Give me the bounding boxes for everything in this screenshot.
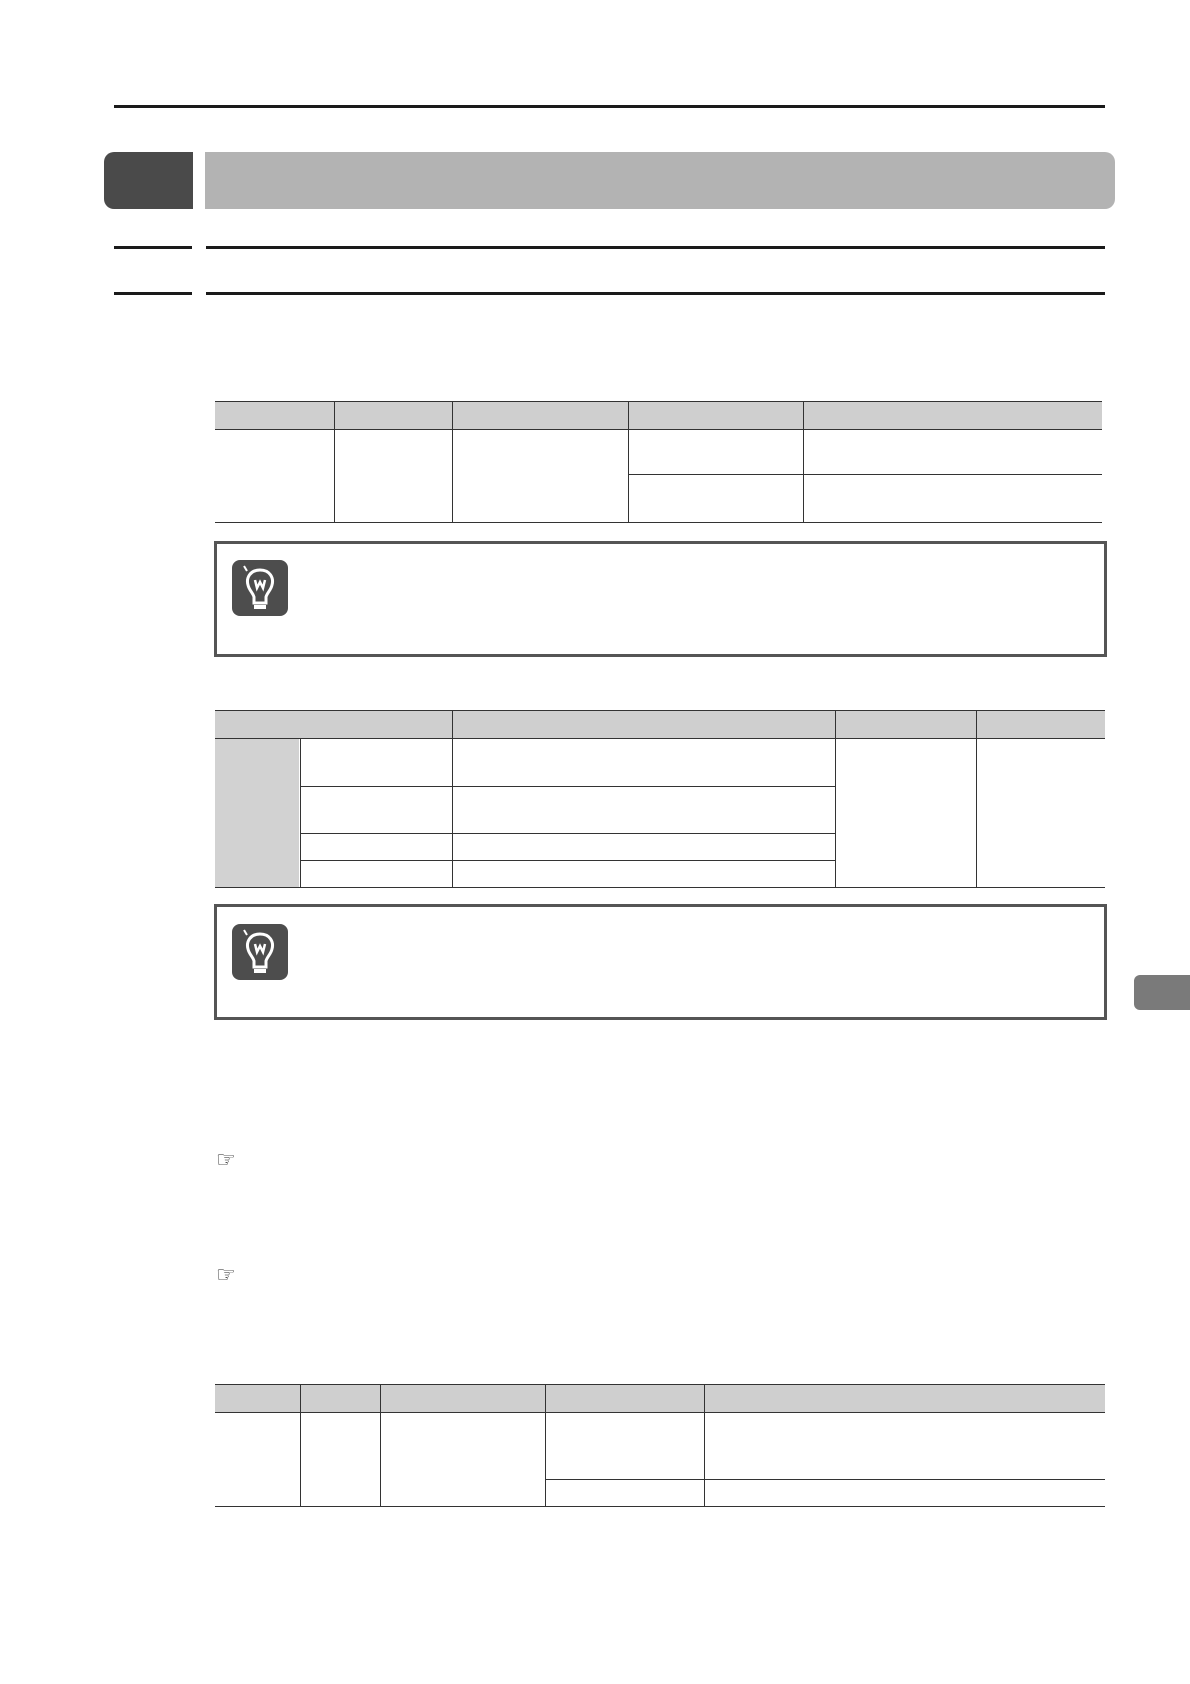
- table-1-rule: [628, 474, 1102, 475]
- section-number-block: [104, 152, 193, 209]
- table-1-col-line: [803, 402, 804, 522]
- table-2-rule: [300, 833, 835, 834]
- table-2-header-row: [215, 711, 1105, 738]
- table-2-rule: [300, 860, 835, 861]
- table-1-rule: [215, 401, 1102, 402]
- table-3-col-line: [380, 1385, 381, 1506]
- table-2-col-line: [300, 738, 301, 888]
- subsection-rule-right-bottom: [206, 292, 1105, 295]
- table-1-rule: [215, 522, 1102, 523]
- table-3-col-line: [300, 1385, 301, 1506]
- table-3-header-row: [215, 1385, 1105, 1412]
- table-2-col-line: [976, 711, 977, 888]
- table-3-col-line: [704, 1385, 705, 1506]
- table-3-rule: [215, 1412, 1105, 1413]
- table-2-rule: [300, 786, 835, 787]
- subsection-rule-right-top: [206, 246, 1105, 249]
- important-note-box-2: [214, 904, 1107, 1020]
- table-3-col-line: [545, 1385, 546, 1506]
- subsection-rule-left-top: [114, 246, 192, 249]
- table-3-rule: [215, 1384, 1105, 1385]
- important-note-box-1: [214, 541, 1107, 657]
- table-2-rule: [215, 710, 1105, 711]
- table-3-rule: [215, 1506, 1105, 1507]
- table-1-header-row: [215, 402, 1102, 429]
- table-2-rule: [215, 738, 1105, 739]
- table-1-col-line: [452, 402, 453, 522]
- table-2-col-line: [835, 711, 836, 888]
- table-2-col-line: [452, 711, 453, 888]
- section-title-bar: [205, 152, 1115, 209]
- table-2-rule: [215, 887, 1105, 888]
- table-1-col-line: [628, 402, 629, 522]
- table-3-rule: [545, 1479, 1105, 1480]
- pointing-hand-icon: ☞: [216, 1262, 236, 1287]
- top-rule: [114, 105, 1105, 108]
- pointing-hand-icon: ☞: [216, 1147, 236, 1172]
- subsection-rule-left-bottom: [114, 292, 192, 295]
- chapter-side-tab: [1134, 975, 1190, 1010]
- table-1-rule: [215, 429, 1102, 430]
- table-1-col-line: [334, 402, 335, 522]
- table-2-group-cell: [215, 738, 299, 888]
- lightbulb-icon: [232, 924, 288, 980]
- lightbulb-icon: [232, 560, 288, 616]
